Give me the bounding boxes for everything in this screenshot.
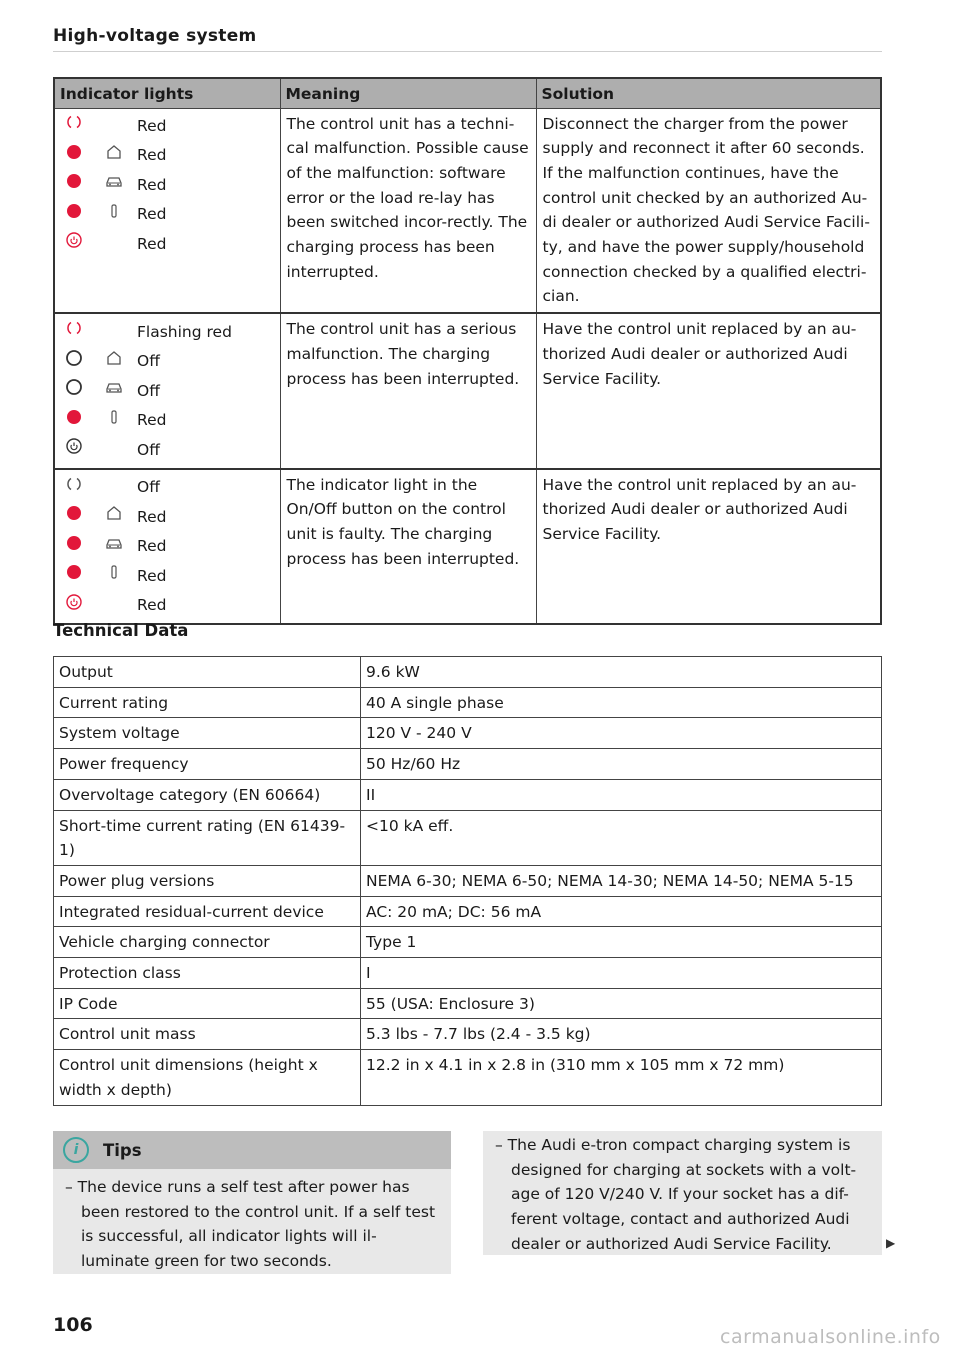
tips-header [53,1131,451,1169]
indicator-type [91,349,137,375]
indicator-line [61,406,274,436]
indicator-line [61,200,274,230]
house-icon [105,143,123,169]
spec-name: System voltage [54,718,361,749]
red-dot-icon [65,143,83,169]
indicator-symbol [61,563,91,589]
indicator-state: Red [137,566,167,585]
table-row [54,896,882,927]
page-title: High-voltage system [53,26,257,46]
red-dot-icon [65,563,83,589]
meaning-cell: The control unit has a serious malfunction. The charging process has been interrupted. [280,313,536,469]
spec-value: 5.3 lbs - 7.7 lbs (2.4 - 3.5 kg) [361,1019,882,1050]
car-icon [105,378,123,404]
indicator-lights-cell [54,313,280,469]
table-row [54,810,882,865]
indicator-state: Off [137,478,160,497]
power-button-red-icon [65,593,83,619]
table-row [54,927,882,958]
indicator-line [61,317,274,347]
indicator-state: Red [137,116,167,135]
spec-name: Power plug versions [54,865,361,896]
indicator-line [61,230,274,260]
column-header-meaning: Meaning [280,78,536,108]
power-ring-red-icon [65,113,83,139]
watermark: carmanualsonline.info [720,1326,941,1348]
red-dot-icon [65,202,83,228]
spec-name: Current rating [54,687,361,718]
indicator-symbol [61,172,91,198]
car-icon [105,172,123,198]
table-row [54,1050,882,1105]
indicator-type [91,534,137,560]
continue-arrow-icon: ▶ [886,1236,896,1250]
house-icon [105,349,123,375]
plug-icon [105,563,123,589]
indicator-symbol [61,231,91,257]
off-circle-icon [65,349,83,375]
indicator-state: Red [137,596,167,615]
indicator-symbol [61,143,91,169]
plug-icon [105,408,123,434]
indicator-state: Red [137,205,167,224]
car-icon [105,534,123,560]
spec-name: Vehicle charging connector [54,927,361,958]
spec-name: Output [54,657,361,688]
spec-name: Overvoltage category (EN 60664) [54,779,361,810]
indicator-lights-cell [54,108,280,313]
spec-value: Type 1 [361,927,882,958]
spec-name: Short-time current rating (EN 61439-1) [54,810,361,865]
indicator-symbol [61,437,91,463]
indicator-type [91,143,137,169]
indicator-state: Red [137,175,167,194]
indicator-line [61,561,274,591]
indicator-state: Red [137,411,167,430]
off-circle-icon [65,378,83,404]
spec-value: NEMA 6-30; NEMA 6-50; NEMA 14-30; NEMA 14-50; NEMA 5-15 [361,865,882,896]
spec-name: IP Code [54,988,361,1019]
indicator-symbol [61,593,91,619]
indicator-state: Red [137,507,167,526]
column-header-indicator-lights: Indicator lights [54,78,280,108]
table-row [54,988,882,1019]
indicator-state: Red [137,146,167,165]
power-ring-icon [65,475,83,501]
indicator-symbol [61,504,91,530]
indicator-state: Flashing red [137,322,232,341]
power-ring-red-icon [65,319,83,345]
table-row [54,657,882,688]
page-header [53,26,882,52]
spec-name: Power frequency [54,749,361,780]
spec-value: 50 Hz/60 Hz [361,749,882,780]
indicator-state: Red [137,234,167,253]
spec-value: 40 A single phase [361,687,882,718]
indicator-lights-table [53,77,882,625]
tips-continuation [483,1131,882,1255]
indicator-symbol [61,202,91,228]
indicator-state: Off [137,352,160,371]
tips-box [53,1131,451,1274]
red-dot-icon [65,504,83,530]
indicator-line [61,591,274,621]
indicator-type [91,202,137,228]
spec-value: II [361,779,882,810]
spec-name: Protection class [54,958,361,989]
spec-value: 9.6 kW [361,657,882,688]
indicator-symbol [61,475,91,501]
spec-value: 12.2 in x 4.1 in x 2.8 in (310 mm x 105 mm x 72 mm) [361,1050,882,1105]
indicator-lights-cell [54,469,280,625]
table-row [54,718,882,749]
solution-cell: Have the control unit replaced by an au-thorized Audi dealer or authorized Audi Service Facility. [536,313,881,469]
spec-value: AC: 20 mA; DC: 56 mA [361,896,882,927]
indicator-state: Off [137,381,160,400]
table-row [54,687,882,718]
indicator-symbol [61,113,91,139]
spec-value: 120 V - 240 V [361,718,882,749]
indicator-symbol [61,349,91,375]
meaning-cell: The control unit has a techni-cal malfunction. Possible cause of the malfunction: software error or the load re-lay has been switched incor-rectly. The charging process has been interrupted. [280,108,536,313]
table-row [54,469,881,625]
indicator-line [61,532,274,562]
table-row [54,749,882,780]
info-icon: i [63,1137,89,1163]
spec-name: Control unit mass [54,1019,361,1050]
tip-item: – The Audi e-tron compact charging system is designed for charging at sockets with a volt-age of 120 V/240 V. If your socket has a dif-ferent voltage, contact and authorized Audi dealer or authorized Audi Service Facility. [495,1136,857,1253]
indicator-type [91,378,137,404]
technical-data-table [53,656,882,1106]
spec-value: 55 (USA: Enclosure 3) [361,988,882,1019]
indicator-type [91,172,137,198]
indicator-state: Off [137,440,160,459]
tip-item: – The device runs a self test after power has been restored to the control unit. If a self test is successful, all indicator lights will il-luminate green for two seconds. [65,1178,436,1271]
meaning-cell: The indicator light in the On/Off button on the control unit is faulty. The charging process has been interrupted. [280,469,536,625]
power-button-red-icon [65,231,83,257]
spec-name: Control unit dimensions (height x width x depth) [54,1050,361,1105]
table-header-row [54,78,881,108]
table-row [54,1019,882,1050]
table-row [54,865,882,896]
tips-label: Tips [103,1140,142,1160]
solution-cell: Have the control unit replaced by an au-thorized Audi dealer or authorized Audi Service Facility. [536,469,881,625]
indicator-type [91,504,137,530]
table-row [54,313,881,469]
red-dot-icon [65,172,83,198]
page-number: 106 [53,1314,93,1336]
spec-name: Integrated residual-current device [54,896,361,927]
indicator-line [61,347,274,377]
indicator-state: Red [137,537,167,556]
tips-body [53,1169,451,1274]
indicator-type [91,563,137,589]
indicator-line [61,171,274,201]
house-icon [105,504,123,530]
technical-data-title: Technical Data [53,621,189,640]
red-dot-icon [65,408,83,434]
table-row [54,958,882,989]
indicator-line [61,473,274,503]
indicator-symbol [61,534,91,560]
solution-cell: Disconnect the charger from the power supply and reconnect it after 60 seconds. If the malfunction continues, have the control unit checked by an authorized Au-di dealer or authorized Audi Service Facili-ty, and have the power supply/household connection checked by a qualified electri-cian. [536,108,881,313]
indicator-line [61,502,274,532]
indicator-symbol [61,408,91,434]
indicator-line [61,435,274,465]
indicator-symbol [61,378,91,404]
indicator-line [61,112,274,142]
spec-value: <10 kA eff. [361,810,882,865]
plug-icon [105,202,123,228]
indicator-type [91,408,137,434]
table-row [54,779,882,810]
table-row [54,108,881,313]
indicator-line [61,141,274,171]
spec-value: I [361,958,882,989]
column-header-solution: Solution [536,78,881,108]
indicator-line [61,376,274,406]
red-dot-icon [65,534,83,560]
power-button-icon [65,437,83,463]
indicator-symbol [61,319,91,345]
